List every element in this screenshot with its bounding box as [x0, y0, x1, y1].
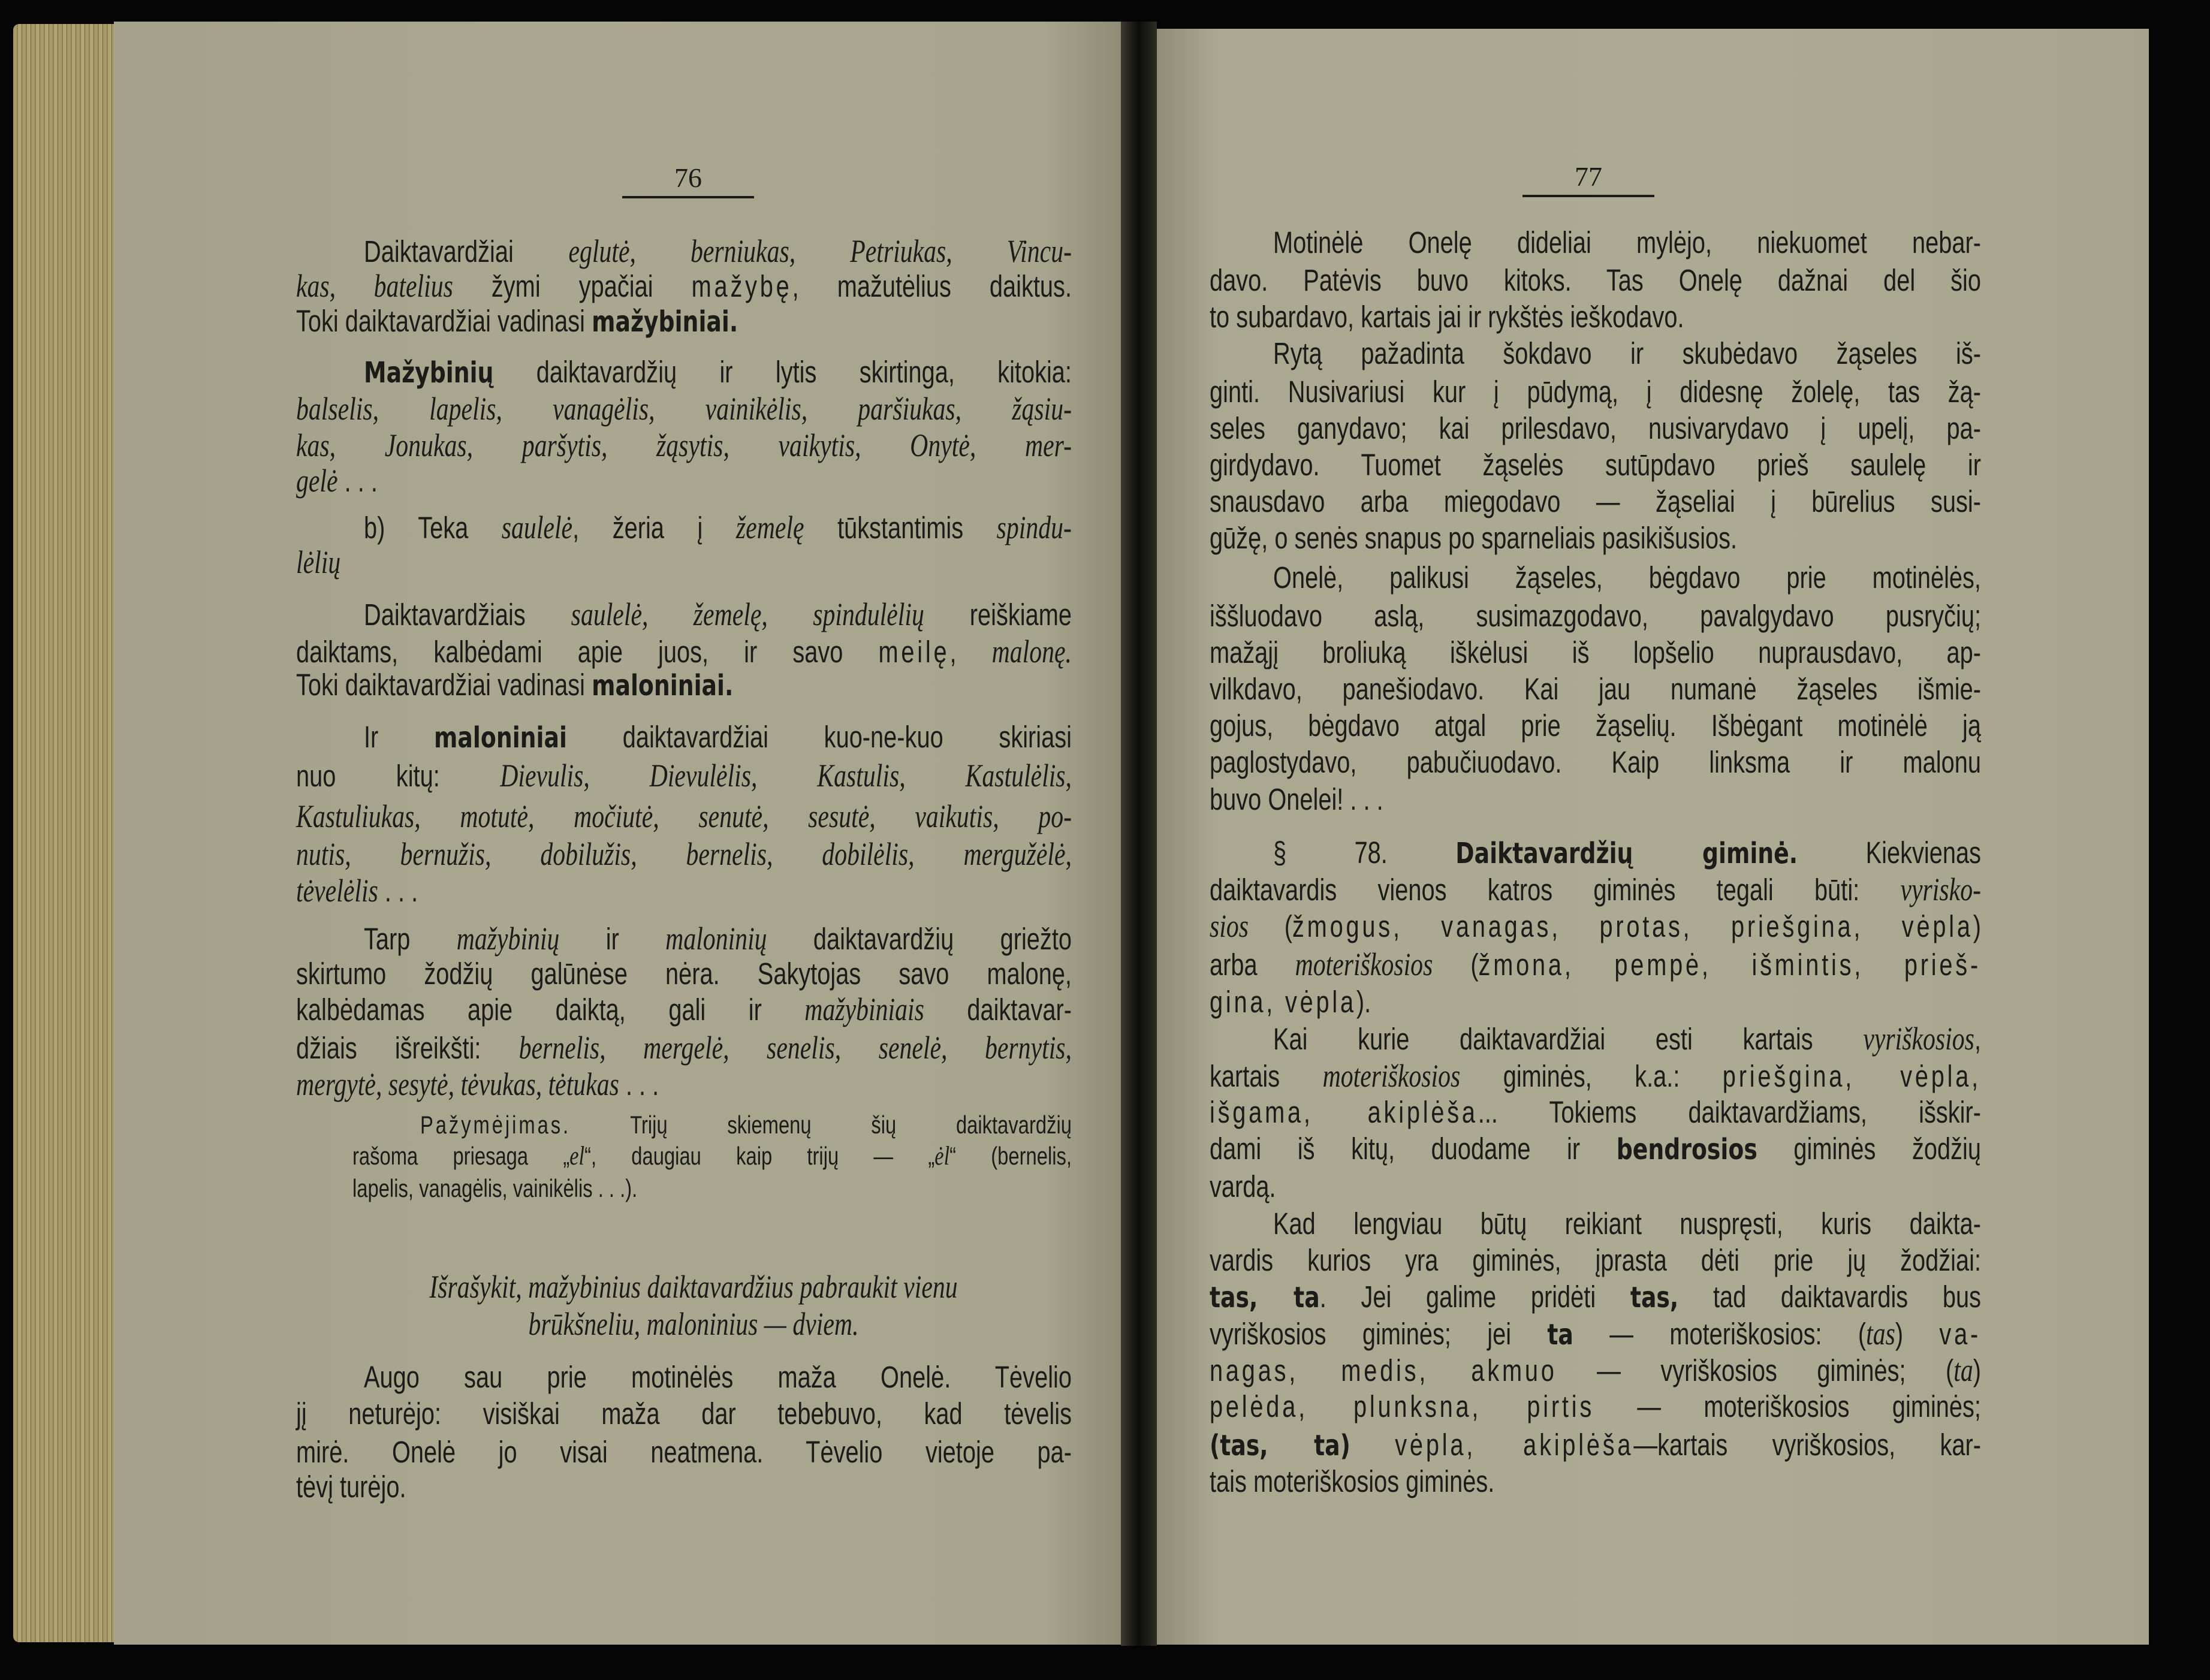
text-run: Daiktavardžiai — [364, 234, 569, 269]
italic-text: mažybiniais — [804, 991, 924, 1028]
text-run: nuo kitų: — [296, 758, 501, 793]
text-run — [1350, 1428, 1395, 1462]
right-page-text-line — [1210, 371, 1981, 413]
right-page-text-line — [1210, 408, 1981, 450]
text-run: dami iš kitų, duodame ir — [1210, 1131, 1617, 1166]
right-page-text-line — [1210, 1349, 1981, 1391]
text-run: b) Teka — [364, 510, 502, 545]
bold-term: Mažybinių — [364, 355, 494, 390]
text-run: kalbėdamas apie daiktą, gali ir — [296, 993, 805, 1027]
left-page-text-line — [296, 1303, 1091, 1345]
text-run: giminės žodžių — [1757, 1131, 1982, 1166]
left-page-text-line — [296, 988, 1072, 1030]
italic-text: maloninių — [665, 921, 767, 957]
text-run: , žeria į — [572, 510, 736, 545]
right-page-text-line — [1210, 741, 1981, 783]
text-run: . . . — [378, 874, 418, 909]
text-run: —kartais vyriškosios, kar- — [1633, 1427, 1981, 1462]
text-run: , — [1974, 1022, 1981, 1057]
right-page-text-line — [1210, 1461, 1981, 1503]
italic-text: nutis, bernužis, dobilužis, bernelis, dobilėlis, mergužėlė, — [296, 836, 1072, 873]
italic-text: Kastuliukas, motutė, močiutė, senutė, sesutė, vaikutis, po- — [296, 798, 1072, 834]
italic-text: moteriškosios — [1322, 1057, 1461, 1094]
right-page-text-line — [1210, 260, 1981, 301]
text-run: vardą. — [1210, 1169, 1276, 1204]
text-run: Tarp — [364, 922, 457, 957]
text-run: seles ganydavo; kai prilesdavo, nusivarydavo į upelį, pa- — [1210, 411, 1981, 445]
page-number-left: 76 — [622, 162, 754, 198]
text-run: reiškiame — [924, 598, 1072, 632]
right-page-text-line — [1210, 595, 1981, 637]
right-page-text-line — [1273, 832, 1981, 874]
italic-text: sios — [1210, 908, 1249, 945]
italic-text: tas — [1866, 1315, 1895, 1352]
italic-text: saulelė — [501, 509, 573, 545]
text-run: gojus, bėgdavo atgal prie žąselių. Išbėgant motinėlė ją — [1210, 708, 1981, 743]
right-page-text-line — [1273, 1203, 1981, 1245]
right-page-text-line — [1210, 1386, 1981, 1428]
left-page-text-line — [296, 795, 1072, 837]
bold-term: maloniniai. — [592, 669, 734, 703]
text-run: . . . — [619, 1067, 659, 1102]
page-number-right: 77 — [1522, 161, 1654, 197]
left-page-text-line — [296, 1393, 1072, 1435]
spaced-text: mažybę — [691, 269, 792, 304]
italic-text: balselis, lapelis, vanagėlis, vainikėlis, paršiukas, žąsiu- — [296, 391, 1072, 427]
text-run: daiktams, kalbėdami apie juos, ir savo — [296, 634, 879, 669]
left-page-text-line — [296, 388, 1072, 430]
left-page-text-line — [296, 541, 1072, 583]
left-page-text-line — [296, 1063, 1072, 1105]
text-run: Daiktavardžiais — [364, 598, 571, 632]
italic-text: žemelę — [735, 509, 804, 545]
left-page-text-line — [296, 870, 1072, 912]
bold-term: Daiktavardžių giminė. — [1455, 836, 1798, 870]
text-run: Kai kurie daiktavardžiai esti kartais — [1273, 1022, 1864, 1057]
left-page-text-line — [352, 1168, 1072, 1210]
text-run: paglostydavo, pabučiuodavo. Kaip linksma ir malonu — [1210, 745, 1981, 780]
spaced-text: nagas, medis, akmuo — [1210, 1353, 1557, 1388]
italic-text: ėl — [934, 1141, 950, 1171]
text-run: ) — [1895, 1316, 1940, 1351]
italic-text: brūkšneliu, maloninius — dviem. — [528, 1305, 859, 1342]
text-run: ) — [1973, 1353, 1981, 1388]
text-run: , mažutėlius daiktus. — [792, 269, 1072, 304]
text-run: ginti. Nusivariusi kur į pūdymą, į didesnę žolelę, tas žą- — [1210, 374, 1981, 409]
text-run: arba — [1210, 947, 1295, 982]
text-run: davo. Patėvis buvo kitoks. Tas Onelę dažnai del šio — [1210, 263, 1981, 298]
left-page-text-line — [296, 755, 1072, 797]
right-page-text-line — [1210, 1166, 1981, 1208]
text-run: snausdavo arba miegodavo — žąseliai į būrelius susi- — [1210, 484, 1981, 519]
text-run: mažąjį broliuką iškėlusi iš lopšelio nuprausdavo, ap- — [1210, 635, 1981, 669]
text-run: ( — [1248, 909, 1293, 944]
bold-term: maloniniai — [434, 721, 567, 755]
text-run: ) — [1973, 909, 1981, 944]
text-run: jį neturėjo: visiškai maža dar tebebuvo, kad tėvelis — [296, 1397, 1072, 1431]
right-page-text-line — [1210, 1276, 1981, 1318]
right-page-text-line — [1210, 1239, 1981, 1281]
right-page-text-line — [1210, 868, 1981, 910]
text-run: Kad lengviau būtų reikiant nuspręsti, kuris daikta- — [1273, 1206, 1981, 1241]
bold-term: bendrosios — [1616, 1132, 1757, 1166]
italic-text: ta — [1953, 1352, 1973, 1389]
text-run: Rytą pažadinta šokdavo ir skubėdavo žąseles iš- — [1273, 336, 1981, 371]
bold-term: mažybiniai. — [592, 305, 738, 339]
right-page-text-line — [1210, 296, 1981, 338]
text-run: tais moteriškosios giminės. — [1210, 1464, 1495, 1498]
left-page-text-line — [364, 351, 1072, 393]
text-run: , — [949, 634, 992, 669]
italic-text: spindu- — [996, 509, 1072, 545]
left-page-text-line — [296, 664, 1072, 706]
text-run: rašoma priesaga „ — [352, 1141, 570, 1170]
bold-term: tas, ta — [1210, 1280, 1320, 1314]
italic-text: bernelis, mergelė, senelis, senelė, bernytis, — [518, 1029, 1072, 1066]
right-page-text-line — [1210, 705, 1981, 747]
italic-text: Išrašykit, mažybinius daiktavardžius pabraukit vienu — [429, 1269, 958, 1305]
text-run: to subardavo, kartais jai ir rykštės ieškodavo. — [1210, 300, 1684, 334]
right-page-text-line — [1210, 779, 1981, 821]
text-run: tad daiktavardis bus — [1678, 1279, 1982, 1314]
right-page-text-line — [1210, 1128, 1981, 1170]
text-run: giminės, k.a.: — [1460, 1058, 1723, 1093]
text-run: “, daugiau kaip trijų — „ — [584, 1141, 935, 1170]
right-page-text-line — [1273, 333, 1981, 375]
italic-text: tėvelėlis — [296, 873, 378, 909]
text-run: vilkdavo, panešiodavo. Kai jau numanė žąseles išmie- — [1210, 672, 1981, 707]
spaced-text: išgama, akiplėša — [1210, 1094, 1478, 1129]
right-page-text-line — [1273, 222, 1981, 264]
text-run: daiktavardis vienos katros giminės tegali būti: — [1210, 873, 1901, 907]
text-run: ). — [1356, 985, 1371, 1020]
text-run: tėvį turėjo. — [296, 1470, 406, 1504]
right-page-text-line — [1210, 632, 1981, 674]
right-page-text-line — [1210, 668, 1981, 710]
spaced-text: Pažymėjimas. — [420, 1110, 571, 1139]
italic-text: Dievulis, Dievulėlis, Kastulis, Kastulėlis, — [500, 757, 1072, 794]
right-page-text-line — [1210, 1424, 1981, 1466]
italic-text: vyriškosios — [1863, 1021, 1974, 1057]
right-page-text-line — [1210, 1055, 1981, 1097]
text-run: Toki daiktavardžiai vadinasi — [296, 304, 592, 339]
text-run: ( — [1433, 947, 1479, 982]
text-run: Trijų skiemenų šių daiktavardžių — [571, 1110, 1072, 1139]
text-run: . Jei galime pridėti — [1319, 1279, 1630, 1314]
italic-text: moteriškosios — [1295, 946, 1433, 982]
text-run: . . . — [337, 464, 378, 499]
italic-text: gelė — [296, 463, 338, 499]
italic-text: mažybinių — [456, 921, 560, 957]
text-run: kartais — [1210, 1058, 1323, 1093]
right-page-text-line — [1210, 517, 1981, 559]
text-run: ... Tokiems daiktavardžiams, išskir- — [1478, 1094, 1981, 1129]
text-run: daiktavardžių ir lytis skirtinga, kitokia: — [493, 354, 1072, 389]
right-page-text-line — [1210, 481, 1981, 523]
italic-text: eglutė, berniukas, Petriukas, Vincu- — [568, 233, 1072, 269]
italic-text: malonę. — [991, 633, 1072, 669]
spaced-text: pelėda, plunksna, pirtis — [1210, 1389, 1594, 1424]
text-run: vardis kurios yra giminės, įprasta dėti prie jų žodžiai: — [1210, 1242, 1981, 1277]
text-run: mirė. Onelė jo visai neatmena. Tėvelio vietoje pa- — [296, 1434, 1072, 1469]
text-run: džiais išreikšti: — [296, 1030, 519, 1065]
text-run: Kiekvienas — [1798, 835, 1981, 870]
italic-text: vyrisko- — [1900, 871, 1981, 908]
left-page-text-line — [364, 593, 1072, 635]
text-run: daiktavardžių griežto — [767, 922, 1072, 957]
text-run: iššluodavo aslą, susimazgodavo, pavalgydavo pusryčių; — [1210, 598, 1981, 633]
italic-text: lėlių — [296, 544, 341, 581]
left-page-text-line — [296, 1027, 1072, 1069]
text-run: gūžę, o senės snapus po sparneliais pasikišusios. — [1210, 521, 1738, 556]
right-page-text-line — [1210, 905, 1981, 947]
text-run: — moteriškosios: ( — [1573, 1316, 1867, 1351]
text-run: Augo sau prie motinėlės maža Onelė. Tėvelio — [364, 1359, 1072, 1394]
book-gutter — [1121, 22, 1157, 1646]
text-run: buvo Onelei! . . . — [1210, 782, 1383, 816]
italic-text: el — [569, 1141, 585, 1171]
text-run: § 78. — [1273, 835, 1456, 870]
left-page-text-line — [296, 1266, 1091, 1308]
spaced-text: gina, vėpla — [1210, 985, 1356, 1020]
italic-text: kas, Jonukas, paršytis, žąsytis, vaikytis, Onytė, mer- — [296, 427, 1072, 464]
text-run: — vyriškosios giminės; ( — [1557, 1353, 1954, 1388]
spaced-text: žmogus, vanagas, protas, priešgina, vėpla — [1292, 909, 1973, 944]
left-page-text-line — [364, 716, 1072, 758]
left-page-text-line — [296, 833, 1072, 875]
right-page-text-line — [1210, 981, 1981, 1023]
bold-term: ta — [1547, 1317, 1573, 1352]
page-stack-edge — [13, 24, 121, 1642]
right-page-text-line — [1273, 557, 1981, 599]
text-run: tūkstantimis — [804, 510, 997, 545]
left-page-text-line — [296, 300, 1072, 342]
text-run: ir — [559, 922, 666, 957]
text-run: lapelis, vanagėlis, vainikėlis . . .). — [352, 1174, 638, 1202]
text-run: daiktavardžiai kuo-ne-kuo skiriasi — [566, 720, 1072, 755]
left-page-text-line — [364, 1356, 1072, 1398]
text-run: — moteriškosios giminės; — [1594, 1389, 1981, 1424]
spaced-text: va- — [1939, 1316, 1982, 1351]
italic-text: kas, batelius — [296, 268, 453, 304]
spaced-text: vėpla, akiplėša — [1395, 1427, 1634, 1462]
text-run: žymi ypačiai — [453, 269, 692, 304]
right-page-text-line — [1210, 1091, 1981, 1133]
text-run: Toki daiktavardžiai vadinasi — [296, 668, 592, 702]
text-run: “ (bernelis, — [949, 1141, 1072, 1170]
right-page-text-line — [1273, 1018, 1981, 1060]
right-page-text-line — [1210, 943, 1981, 985]
text-run: daiktavar- — [924, 993, 1072, 1027]
italic-text: mergytė, sesytė, tėvukas, tėtukas — [296, 1066, 619, 1102]
text-run: vyriškosios giminės; jei — [1210, 1316, 1548, 1351]
spaced-text: priešgina, vėpla, — [1722, 1058, 1981, 1093]
text-run: Ir — [364, 720, 435, 755]
text-run: Motinėlė Onelę dideliai mylėjo, niekuomet nebar- — [1273, 225, 1981, 260]
right-page-text-line — [1210, 1313, 1981, 1355]
italic-text: saulelė, žemelę, spindulėlių — [571, 596, 924, 633]
spaced-text: žmona, pempė, išmintis, prieš- — [1478, 947, 1981, 982]
left-page-text-line — [296, 1466, 1072, 1508]
text-run: Onelė, palikusi žąseles, bėgdavo prie motinėlės, — [1273, 560, 1981, 595]
text-run: girdydavo. Tuomet žąselės sutūpdavo prieš saulelę ir — [1210, 448, 1981, 482]
left-page-text-line — [296, 460, 1072, 502]
text-run: skirtumo žodžių galūnėse nėra. Sakytojas savo malonę, — [296, 957, 1072, 991]
bold-term: tas, — [1630, 1280, 1679, 1314]
right-page-text-line — [1210, 444, 1981, 486]
bold-term: (tas, ta) — [1210, 1428, 1350, 1462]
spaced-text: meilę — [878, 634, 950, 669]
